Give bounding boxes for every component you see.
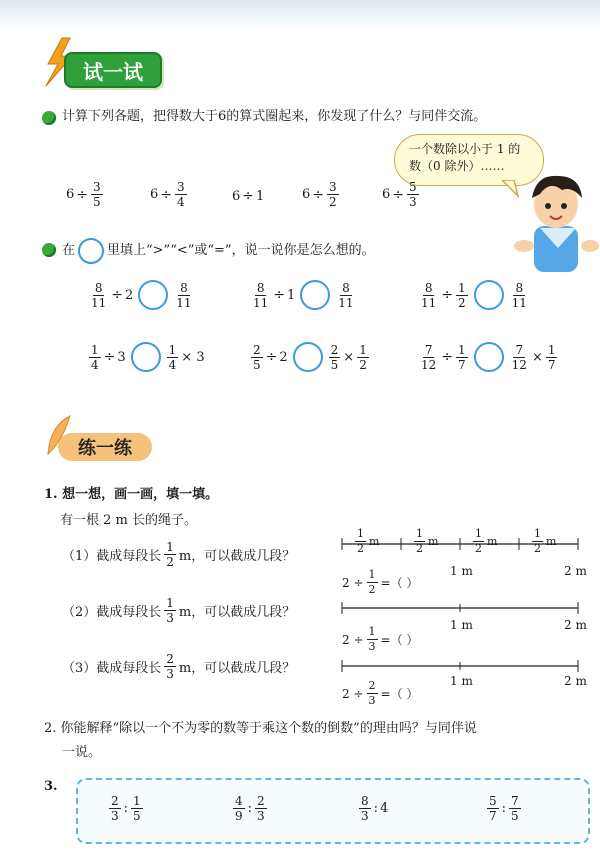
compare-item: $\frac{8}{11}$ ÷ 2 $\frac{8}{11}$ xyxy=(91,280,192,310)
try-heading: 试一试 xyxy=(64,52,162,88)
boy-illustration xyxy=(510,168,600,278)
top-band xyxy=(0,0,600,30)
part-2-calc: 2 ÷ $\frac{1}{3}$ =（ ） xyxy=(342,625,419,653)
bullet-icon xyxy=(42,243,56,257)
bubble-line-1: 一个数除以小于 1 的 xyxy=(409,142,521,156)
answer-circle[interactable] xyxy=(474,342,504,372)
part-3-calc: 2 ÷ $\frac{2}{3}$ =（ ） xyxy=(342,679,419,707)
part-2-question: （2）截成每段长 $\frac{1}{3}$ m，可以截成几段？ xyxy=(62,596,296,625)
ruler-1-end-label: 2 m xyxy=(564,564,587,578)
ratio-item: $\frac{5}{7}$ : $\frac{7}{5}$ xyxy=(489,794,519,823)
ratio-item: $\frac{8}{3}$ : 4 xyxy=(361,794,389,823)
practice-q1-intro: 有一根 2 m 长的绳子。 xyxy=(60,513,197,528)
compare-item: $\frac{8}{11}$ ÷ 1 $\frac{8}{11}$ xyxy=(253,280,354,310)
ruler-3-mid-label: 1 m xyxy=(450,674,473,688)
ruler-2-mid-label: 1 m xyxy=(450,618,473,632)
part-3-question: （3）截成每段长 $\frac{2}{3}$ m，可以截成几段？ xyxy=(62,652,296,681)
q1-expr-4: 6 ÷ $\frac{3}{2}$ xyxy=(302,180,337,209)
ratio-item: $\frac{4}{9}$ : $\frac{2}{3}$ xyxy=(235,794,265,823)
q1-expr-3: 6 ÷ 1 xyxy=(232,188,265,204)
q1-expr-2: 6 ÷ $\frac{3}{4}$ xyxy=(150,180,185,209)
compare-item: $\frac{7}{12}$ ÷ $\frac{1}{7}$ $\frac{7}{12}$ × $\frac{1}{7}$ xyxy=(421,342,556,372)
bullet-icon xyxy=(42,111,56,125)
answer-circle[interactable] xyxy=(474,280,504,310)
practice-q3-label: 3. xyxy=(44,779,58,794)
part-1-question: （1）截成每段长 $\frac{1}{2}$ m，可以截成几段？ xyxy=(62,540,296,569)
ruler-seg-label: $\frac{1}{2}$ m xyxy=(475,527,498,555)
q1-expr-5: 6 ÷ $\frac{5}{3}$ xyxy=(382,180,417,209)
compare-item: $\frac{1}{4}$ ÷ 3 $\frac{1}{4}$ × 3 xyxy=(91,342,205,372)
ratio-item: $\frac{2}{3}$ : $\frac{1}{5}$ xyxy=(111,794,141,823)
q2-text: 在 里填上“>”“<”或“=”，说一说你是怎么想的。 xyxy=(62,238,375,264)
ruler-seg-label: $\frac{1}{2}$ m xyxy=(416,527,439,555)
bubble-line-2: 数（0 除外）…… xyxy=(409,159,505,173)
answer-circle[interactable] xyxy=(300,280,330,310)
ruler-1-mid-label: 1 m xyxy=(450,564,473,578)
answer-circle[interactable] xyxy=(293,342,323,372)
q1-text: 计算下列各题，把得数大于6的算式圈起来，你发现了什么？与同伴交流。 xyxy=(62,109,487,124)
ruler-2-end-label: 2 m xyxy=(564,618,587,632)
q1-expr-1: 6 ÷ $\frac{3}{5}$ xyxy=(66,180,101,209)
compare-item: $\frac{8}{11}$ ÷ $\frac{1}{2}$ $\frac{8}{11}$ xyxy=(421,280,527,310)
compare-item: $\frac{2}{5}$ ÷ 2 $\frac{2}{5}$ × $\frac{1}{2}$ xyxy=(253,342,367,372)
ruler-seg-label: $\frac{1}{2}$ m xyxy=(357,527,380,555)
ruler-2 xyxy=(338,598,584,618)
ruler-3-end-label: 2 m xyxy=(564,674,587,688)
answer-circle[interactable] xyxy=(131,342,161,372)
practice-heading: 练一练 xyxy=(58,433,152,461)
practice-q1-title: 1. 想一想，画一画，填一填。 xyxy=(44,487,219,502)
circle-blank-icon xyxy=(78,238,104,264)
answer-circle[interactable] xyxy=(138,280,168,310)
practice-q2-line2: 一说。 xyxy=(62,745,102,760)
practice-q2-line1: 2. 你能解释“除以一个不为零的数等于乘这个数的倒数”的理由吗？与同伴说 xyxy=(44,721,477,736)
ruler-seg-label: $\frac{1}{2}$ m xyxy=(534,527,557,555)
part-1-calc: 2 ÷ $\frac{1}{2}$ =（ ） xyxy=(342,568,419,596)
